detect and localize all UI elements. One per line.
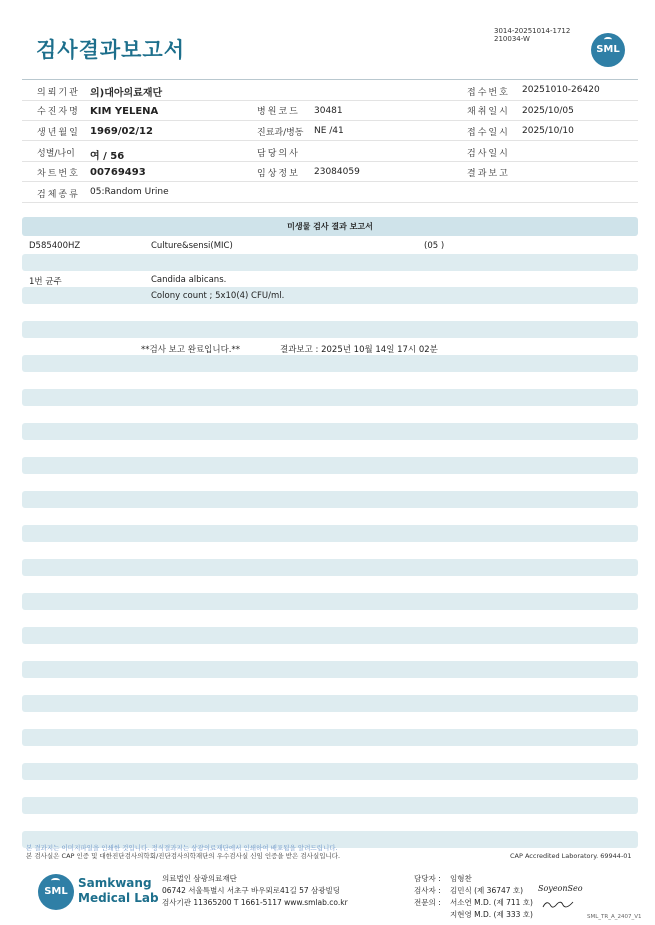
footer-accreditation: 본 검사실은 CAP 인증 및 대한진단검사의학회/진단검사의학재단의 우수검사실 신임 인증을 받은 검사실입니다. <box>26 852 341 860</box>
chart-no-value: 00769493 <box>90 167 146 178</box>
stripe <box>22 355 638 372</box>
patient-label: 수진자명 <box>37 107 80 117</box>
lab-address-line2: 06742 서울특별시 서초구 바우뫼로41길 57 삼광빌딩 <box>162 886 341 895</box>
collect-date-label: 채취일시 <box>467 107 510 117</box>
staff-specialist-2: 지현영 M.D. (제 333 호) <box>450 910 533 919</box>
stripe <box>22 661 638 678</box>
sex-age-label: 성별/나이 <box>37 149 75 159</box>
birth-label: 생년월일 <box>37 128 80 138</box>
signature-1: SoyeonSeo <box>538 884 583 893</box>
specimen-value: 05:Random Urine <box>90 187 169 197</box>
report-heading: 미생물 검사 결과 보고서 <box>22 217 638 236</box>
clinical-info-value: 23084059 <box>314 167 360 177</box>
test-name: Culture&sensi(MIC) <box>151 241 233 251</box>
receipt-date-label: 접수일시 <box>467 128 510 138</box>
specimen-label: 검체종류 <box>37 190 80 200</box>
hospital-code-value: 30481 <box>314 106 343 116</box>
test-suffix: (05 ) <box>424 241 445 251</box>
footer-notice: 본 결과지는 이미지파일을 인쇄한 것입니다. 정식결과지는 삼광의료재단에서 인쇄하여 배포됨을 알려드립니다. <box>26 844 338 852</box>
document-number-line1: 3014-20251014-1712 <box>494 27 571 35</box>
stripe <box>22 321 638 338</box>
birth-value: 1969/02/12 <box>90 126 153 137</box>
stripe <box>22 763 638 780</box>
receipt-no-value: 20251010-26420 <box>522 85 600 95</box>
sml-logo: SML <box>591 33 625 67</box>
stripe <box>22 695 638 712</box>
divider <box>22 120 638 121</box>
divider <box>22 140 638 141</box>
test-date-label: 검사일시 <box>467 149 510 159</box>
stripe <box>22 491 638 508</box>
document-number-line2: 210034-W <box>494 35 530 43</box>
organism: Candida albicans. <box>151 275 227 285</box>
stripe <box>22 729 638 746</box>
receipt-date-value: 2025/10/10 <box>522 126 574 136</box>
stripe <box>22 423 638 440</box>
signatures <box>537 880 589 914</box>
strain-label: 1번 균주 <box>29 277 62 287</box>
stripe <box>22 389 638 406</box>
stripe <box>22 797 638 814</box>
result-report-label: 결과보고 <box>467 169 510 179</box>
divider <box>22 202 638 203</box>
test-code: D585400HZ <box>29 241 81 251</box>
staff-tester: 김민식 (제 36747 호) <box>450 886 524 895</box>
divider <box>22 181 638 182</box>
divider <box>22 79 638 80</box>
signature-2 <box>543 902 573 907</box>
doctor-label: 담당의사 <box>257 149 300 159</box>
staff-label-tester: 검사자 : <box>414 886 441 895</box>
stripe <box>22 559 638 576</box>
stripe <box>22 627 638 644</box>
patient-value: KIM YELENA <box>90 106 159 117</box>
report-time: 결과보고 : 2025년 10월 14일 17시 02분 <box>280 345 438 355</box>
stripe <box>22 593 638 610</box>
lab-address-line3: 검사기관 11365200 T 1661-5117 www.smlab.co.kr <box>162 898 348 907</box>
page-title: 검사결과보고서 <box>36 38 186 62</box>
lab-name-line1: Samkwang <box>78 876 152 890</box>
staff-charge: 임형찬 <box>450 874 472 883</box>
sex-age-value: 여 / 56 <box>90 151 125 162</box>
lab-address-line1: 의료법인 삼광의료재단 <box>162 874 237 883</box>
staff-names <box>450 873 533 921</box>
stripe <box>22 254 638 271</box>
lab-address <box>162 873 348 909</box>
institution-value: 의)대아의료재단 <box>90 88 163 99</box>
report-complete: **검사 보고 완료입니다.** <box>141 345 241 355</box>
document-number <box>494 27 570 43</box>
staff-labels <box>414 873 441 909</box>
receipt-no-label: 접수번호 <box>467 88 510 98</box>
staff-label-specialist: 전문의 : <box>414 898 441 907</box>
divider <box>22 100 638 101</box>
form-version: SML_TR_A_2407_V1 <box>587 914 642 920</box>
lab-name <box>78 876 159 906</box>
stripe <box>22 525 638 542</box>
institution-label: 의뢰기관 <box>37 88 80 98</box>
cap-accreditation: CAP Accredited Laboratory. 69944-01 <box>510 852 632 860</box>
stripe <box>22 457 638 474</box>
chart-no-label: 차트번호 <box>37 169 80 179</box>
stripe <box>22 287 638 304</box>
hospital-code-label: 병원코드 <box>257 107 300 117</box>
clinical-info-label: 임상정보 <box>257 169 300 179</box>
lab-name-line2: Medical Lab <box>78 891 159 905</box>
dept-value: NE /41 <box>314 126 344 136</box>
sml-footer-logo: SML <box>38 874 74 910</box>
dept-label: 진료과/병동 <box>257 128 304 138</box>
staff-label-charge: 담당자 : <box>414 874 441 883</box>
colony-count: Colony count ; 5x10(4) CFU/ml. <box>151 291 285 301</box>
staff-specialist-1: 서소연 M.D. (제 711 호) <box>450 898 533 907</box>
collect-date-value: 2025/10/05 <box>522 106 574 116</box>
